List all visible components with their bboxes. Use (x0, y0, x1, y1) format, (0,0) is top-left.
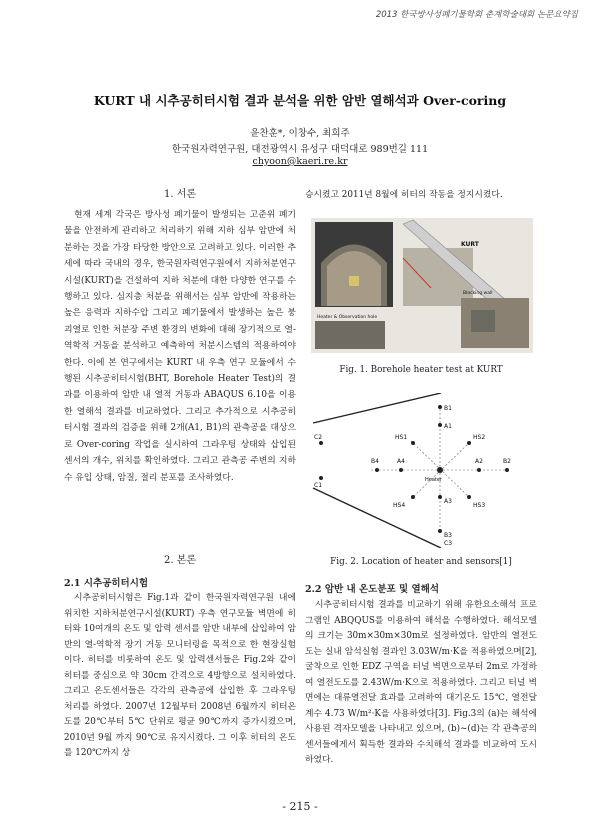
fig2-label-a4: A4 (397, 458, 405, 465)
fig2-label-b1: B1 (444, 405, 452, 412)
fig2-label-b2: B2 (503, 458, 511, 465)
continuation-text: 승시켰고 2011년 8월에 히터의 작동을 정지시켰다. (305, 190, 503, 200)
email[interactable]: chyoon@kaeri.re.kr (252, 156, 348, 167)
subsection-2-2-title: 2.2 암반 내 온도분포 및 열해석 (305, 584, 440, 595)
page-number: - 215 - (282, 800, 318, 813)
subsection-2-1-paragraph: 시추공히터시험은 Fig.1과 같이 한국원자력연구원 내에 위치한 지하처분연구시설(KURT) 우측 연구모듈 벽면에 히터와 10여개의 온도 및 압력 센서를 암반 내부에 삽입하여 암반의 열-역학적 장기 거동 모니터링을 목적으로 한 현장실험이다. 히터를 비롯하여 온도 및 압력센서들은 Fig.2와 같이 히터를 중심으로 약 30cm 간격으로 4방향으로 설치하였다. 그리고 온도센서들은 각각의 관측공에 삽입한 후 그라우팅 처리를 하였다. 2007년 12월부터 2008년 6월까지 히터온도를 20℃부터 5℃ 단위로 평균 90℃까지 증가시켰으며, 2010년 9월 까지 90℃로 유지시켰다. 그 이후 히터의 온도를 120℃까지 상 (64, 593, 296, 758)
figure-2-caption: Fig. 2. Location of heater and sensors[1] (330, 557, 512, 567)
fig2-label-a2: A2 (475, 458, 483, 465)
blocking-wall-label: Blocking wall (463, 291, 493, 296)
fig2-label-hs3: HS3 (473, 502, 486, 509)
fig2-heater-label: Heater (425, 477, 442, 483)
figure-1 (311, 218, 533, 353)
fig2-label-a3: A3 (444, 498, 452, 505)
kurt-label: KURT (461, 241, 479, 248)
section-1-paragraph: 현재 세계 각국은 방사성 폐기물이 발생되는 고준위 폐기물을 안전하게 관리하고 처리하기 위해 지하 심부 암반에 처분하는 것을 가장 타당한 방안으로 고려하고 있다. 이러한 추세에 따라 국내의 경우, 한국원자력연구원에서 지하처분연구시설(KURT)을 건설하여 지하 처분에 대한 다양한 연구를 수행하고 있다. 심지층 처분을 위해서는 심부 암반에 작용하는 높은 응력과 지하수압 그리고 폐기물에서 발생하는 높은 붕괴열로 인한 처분장 주변 환경의 변화에 대해 장기적으로 열-역학적 거동을 분석하고 예측하여 처분시스템의 적용하여야 한다. 이에 본 연구에서는 KURT 내 우측 연구 모듈에서 수행된 시추공히터시험(BHT, Borehole Heater Test)의 결과를 이용하여 암반 내 열적 거동과 ABAQUS 6.10을 이용한 열해석 결과를 비교하였다. 그리고 추가적으로 시추공히터시험 결과의 검증을 위해 2개(A1, B1)의 관측공을 대상으로 Over-coring 작업을 실시하여 그라우팅 상태와 삽입된 센서의 개수, 위치를 확인하였다. 그리고 관측공 주변의 지하수 유입 상태, 암질, 절리 분포를 조사하였다. (64, 210, 296, 483)
section-2-title: 2. 본론 (163, 555, 197, 566)
col2-continuation (305, 187, 537, 203)
fig2-label-a1: A1 (444, 423, 452, 430)
fig2-label-hs4: HS4 (393, 502, 406, 509)
fig2-label-hs2: HS2 (473, 434, 486, 441)
figure-1-caption: Fig. 1. Borehole heater test at KURT (339, 365, 503, 375)
subsection-2-2-body (305, 598, 537, 769)
authors: 윤찬훈*, 이창수, 최희주 (250, 128, 350, 139)
figure-2 (311, 393, 533, 548)
heater-label: Heater & Observation hole (317, 315, 378, 320)
fig2-label-c2: C2 (314, 434, 323, 441)
subsection-2-1-title: 2.1 시추공히터시험 (64, 578, 149, 589)
fig2-label-c1: C1 (314, 482, 323, 489)
fig2-label-b3: B3 (444, 532, 452, 539)
fig2-label-b4: B4 (371, 458, 379, 465)
fig2-label-c3: C3 (444, 540, 453, 547)
fig2-label-hs1: HS1 (395, 434, 408, 441)
running-header: 2013 한국방사성폐기물학회 춘계학술대회 논문요약집 (375, 10, 578, 20)
figure-1-photo (311, 218, 533, 353)
subsection-2-1-body (64, 591, 296, 762)
subsection-2-2-paragraph: 시추공히터시험 결과를 비교하기 위해 유한요소해석 프로그램인 ABQQUS를 이용하여 해석을 수행하였다. 해석모델의 크기는 30m×30m×30m로 설정하였다. 암반의 열전도도는 실내 암석실험 결과인 3.03W/m·K을 적용하였으며[2], 굴착으로 인한 EDZ 구역을 터널 벽면으로부터 2m로 가정하여 열전도도를 2.43W/m·K으로 적용하였다. 그리고 터널 벽면에는 대류열전달 효과를 고려하여 대기온도 15℃, 열전달계수 4.73 W/m²·K을 사용하였다[3]. Fig.3의 (a)는 해석에 사용된 격자모델을 나타내고 있으며, (b)~(d)는 각 관측공의 센서들에게서 획득한 결과와 수치해석 결과를 비교하여 도시하였다. (305, 600, 537, 765)
paper-title: KURT 내 시추공히터시험 결과 분석을 위한 암반 열해석과 Over-coring (93, 93, 507, 108)
affiliation: 한국원자력연구원, 대전광역시 유성구 대덕대로 989번길 111 (171, 144, 429, 155)
section-1-body (64, 207, 296, 486)
section-1-title: 1. 서론 (163, 189, 197, 200)
figure-2-diagram (311, 393, 533, 548)
